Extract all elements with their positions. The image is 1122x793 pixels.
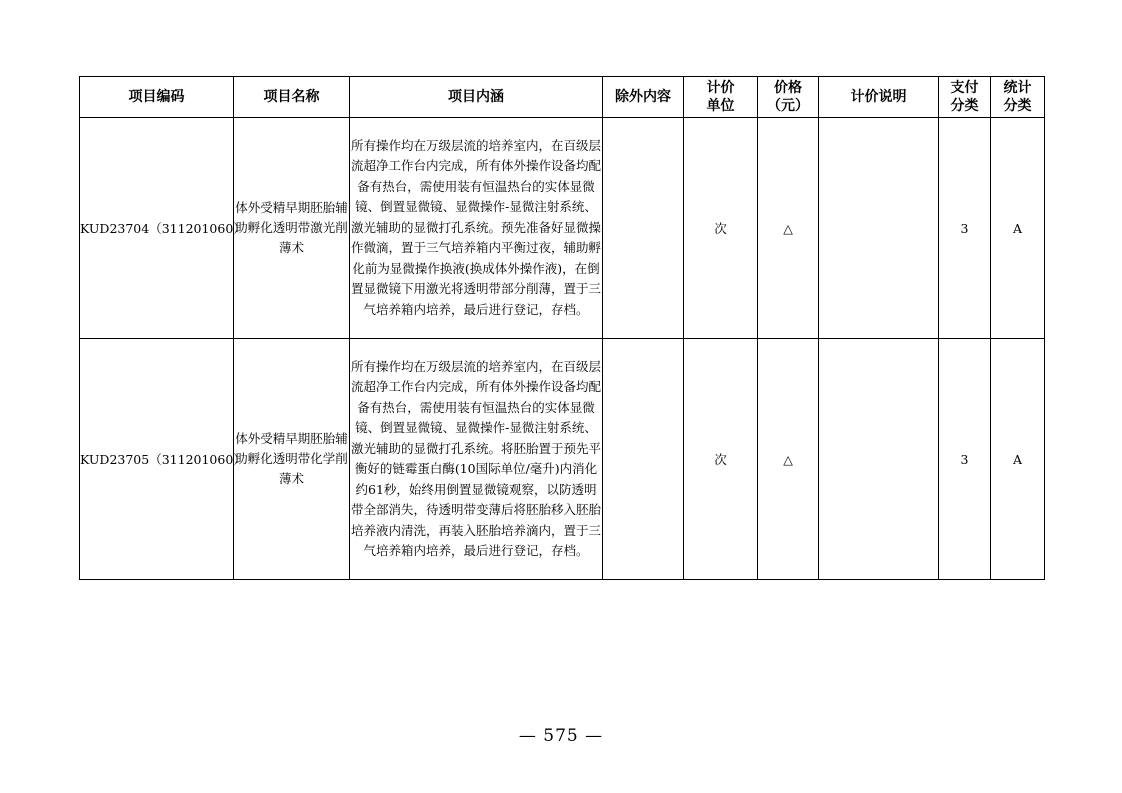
header-stat-category: [991, 77, 1045, 118]
header-excluded: 除外内容: [603, 77, 684, 118]
table-row: [80, 118, 1045, 339]
header-payment-line1: 支付: [950, 80, 979, 96]
header-pricing-note: 计价说明: [819, 77, 939, 118]
cell-content: 所有操作均在万级层流的培养室内，在百级层流超净工作台内完成，所有体外操作设备均配备有热台，需使用装有恒温热台的实体显微镜、倒置显微镜、显微操作-显微注射系统、激光辅助的显微打孔系统。预先准备好显微操作微滴，置于三气培养箱内平衡过夜，辅助孵化前为显微操作换液(换成体外操作液)，在倒置显微镜下用激光将透明带部分削薄，置于三气培养箱内培养，最后进行登记，存档。: [350, 118, 603, 339]
page-number: — 575 —: [518, 726, 604, 746]
header-payment-category: [939, 77, 991, 118]
header-stat-line2: 分类: [1003, 98, 1032, 114]
cell-excluded: [603, 118, 684, 339]
header-price: [758, 77, 819, 118]
table-row: [80, 339, 1045, 580]
cell-payment-category: 3: [939, 339, 991, 580]
header-name: 项目名称: [234, 77, 350, 118]
header-unit-line2: 单位: [706, 98, 735, 114]
cell-stat-category: A: [991, 339, 1045, 580]
cell-code: KUD23704（311201060）: [80, 118, 234, 339]
header-content: 项目内涵: [350, 77, 603, 118]
cell-price: △: [758, 339, 819, 580]
table-header-row: [80, 77, 1045, 118]
header-code: 项目编码: [80, 77, 234, 118]
cell-excluded: [603, 339, 684, 580]
cell-stat-category: A: [991, 118, 1045, 339]
header-price-line1: 价格: [774, 80, 802, 96]
cell-price: △: [758, 118, 819, 339]
cell-name: 体外受精早期胚胎辅助孵化透明带激光削薄术: [234, 118, 350, 339]
header-payment-line2: 分类: [950, 98, 979, 114]
cell-code: KUD23705（311201060）: [80, 339, 234, 580]
cell-pricing-note: [819, 339, 939, 580]
pricing-table: [79, 76, 1045, 580]
cell-unit: 次: [684, 339, 758, 580]
header-unit: [684, 77, 758, 118]
cell-pricing-note: [819, 118, 939, 339]
header-stat-line1: 统计: [1003, 80, 1032, 96]
header-unit-line1: 计价: [706, 80, 735, 96]
cell-payment-category: 3: [939, 118, 991, 339]
cell-content: 所有操作均在万级层流的培养室内，在百级层流超净工作台内完成，所有体外操作设备均配备有热台，需使用装有恒温热台的实体显微镜、倒置显微镜、显微操作-显微注射系统、激光辅助的显微打孔系统。将胚胎置于预先平衡好的链霉蛋白酶(10国际单位/毫升)内消化约61秒，始终用倒置显微镜观察，以防透明带全部消失，待透明带变薄后将胚胎移入胚胎培养液内清洗，再装入胚胎培养滴内，置于三气培养箱内培养，最后进行登记，存档。: [350, 339, 603, 580]
header-price-line2: （元）: [767, 98, 809, 114]
cell-unit: 次: [684, 118, 758, 339]
cell-name: 体外受精早期胚胎辅助孵化透明带化学削薄术: [234, 339, 350, 580]
